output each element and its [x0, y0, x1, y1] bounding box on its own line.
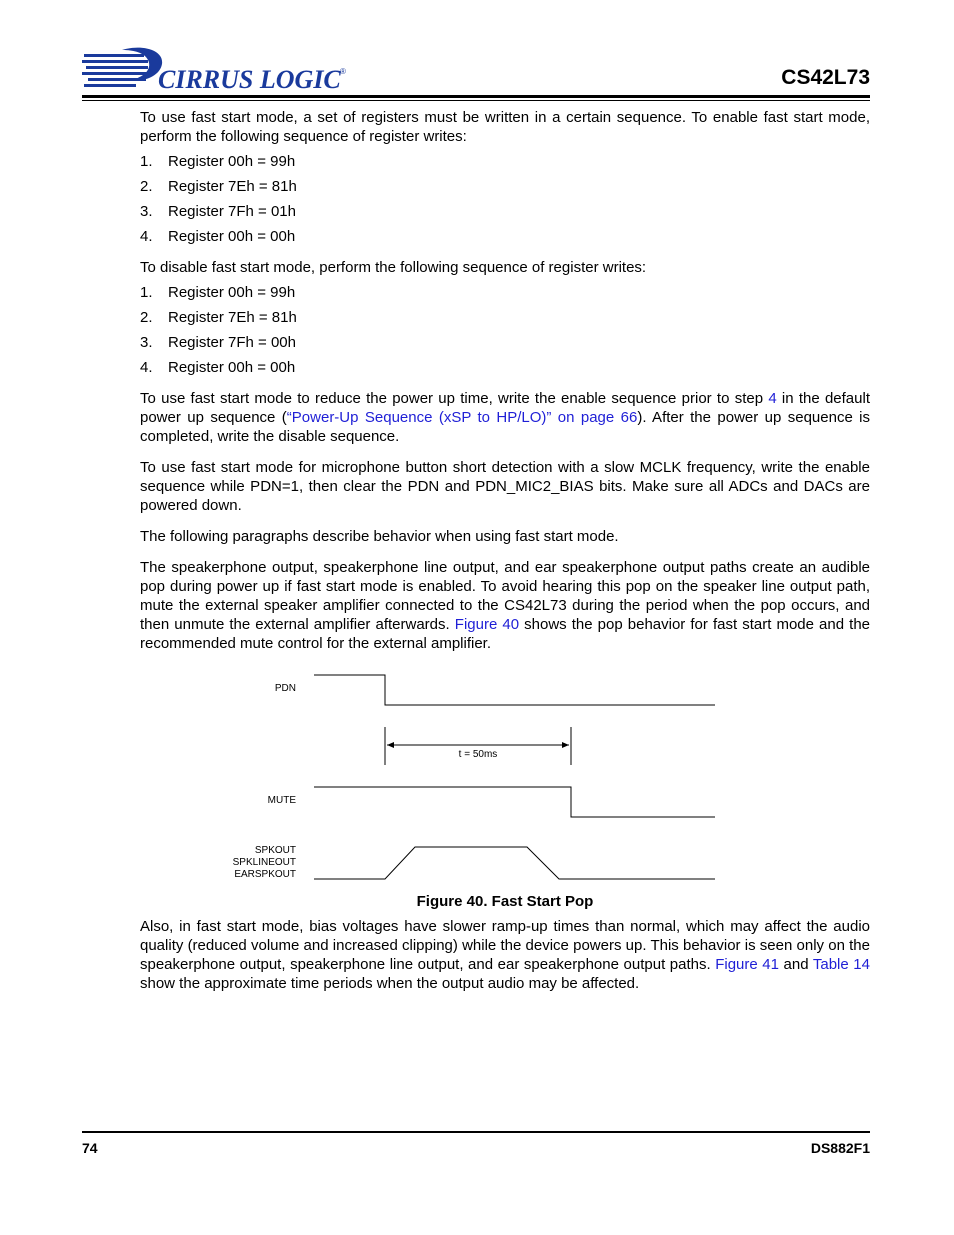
arrow-head-right: [562, 742, 569, 748]
paragraph-power-up: To use fast start mode to reduce the power up time, write the enable sequence prior to step 4 in the default power up sequence (“Power-Up Sequence (xSP to HP/LO)” on page 66). After the power up sequence is completed, write the disable sequence.: [140, 390, 871, 445]
power-up-sequence-link[interactable]: “Power-Up Sequence (xSP to HP/LO)” on page 66: [286, 409, 638, 426]
pdn-waveform: [314, 675, 715, 705]
header-rule: [82, 95, 870, 98]
output-labels: SPKOUT SPKLINEOUT EARSPKOUT: [232, 845, 296, 880]
logo-text: CIRRUS LOGIC: [158, 65, 341, 94]
disable-steps-list: [140, 283, 870, 383]
mute-waveform: [314, 787, 715, 817]
timing-diagram: [220, 665, 720, 890]
arrow-head-left: [387, 742, 394, 748]
page-number: 74: [82, 1140, 98, 1156]
list-item: 2. Register 7Eh = 81h: [140, 309, 297, 326]
table-14-link[interactable]: Table 14: [812, 956, 870, 973]
paragraph-bias: Also, in fast start mode, bias voltages have slower ramp-up times than normal, which may affect the audio quality (reduced volume and increased clipping) while the device powers up. This behavior is seen only on the speakerphone output, speakerphone line output, and ear speakerphone output paths. Figure 41 and Table 14 show the approximate time periods when the output audio may be affected.: [140, 918, 870, 992]
list-item: 4. Register 00h = 00h: [140, 359, 296, 376]
output-waveform: [314, 847, 715, 879]
list-item: 3. Register 7Fh = 01h: [140, 203, 296, 220]
paragraph-pop: The speakerphone output, speakerphone line output, and ear speakerphone output paths create an audible pop during power up if fast start mode is enabled. To avoid hearing this pop on the speaker line output path, mute the external speaker amplifier connected to the CS42L73 during the period when the pop occurs, and then unmute the external amplifier afterwards. Figure 40 shows the pop behavior for fast start mode and the recommended mute control for the external amplifier.: [140, 559, 870, 652]
list-item: 4. Register 00h = 00h: [140, 228, 296, 245]
figure-caption: Figure 40. Fast Start Pop: [416, 893, 594, 910]
footer-rule: [82, 1131, 870, 1133]
list-item: 3. Register 7Fh = 00h: [140, 334, 296, 351]
page-body-continued: [140, 917, 870, 993]
figure-40-link[interactable]: Figure 40: [454, 616, 520, 633]
timing-waveforms: [220, 665, 720, 890]
svg-text:®: ®: [340, 67, 346, 76]
figure-41-link[interactable]: Figure 41: [715, 956, 779, 973]
paragraph-intro: To use fast start mode, a set of registers must be written in a certain sequence. To enable fast start mode, perform the following sequence of register writes:: [140, 109, 870, 145]
list-item: 1. Register 00h = 99h: [140, 284, 296, 301]
paragraph-behavior-intro: The following paragraphs describe behavior when using fast start mode.: [140, 528, 619, 545]
list-item: 1. Register 00h = 99h: [140, 153, 296, 170]
cirrus-logic-logo: [82, 46, 362, 98]
mute-label: MUTE: [267, 795, 296, 806]
paragraph-mic-detection: To use fast start mode for microphone button short detection with a slow MCLK frequency, write the enable sequence while PDN=1, then clear the PDN and PDN_MIC2_BIAS bits. Make sure all ADCs and DACs are powered down.: [140, 459, 870, 514]
list-item: 2. Register 7Eh = 81h: [140, 178, 297, 195]
pdn-label: PDN: [274, 683, 296, 694]
document-id: CS42L73: [781, 66, 870, 89]
datasheet-id: DS882F1: [810, 1140, 870, 1156]
enable-steps-list: [140, 152, 870, 252]
step-link[interactable]: 4: [768, 390, 777, 407]
paragraph-disable: To disable fast start mode, perform the following sequence of register writes:: [140, 259, 647, 276]
page-body: [140, 108, 870, 653]
header-rule-thin: [82, 100, 870, 101]
timing-label: t = 50ms: [458, 749, 498, 760]
